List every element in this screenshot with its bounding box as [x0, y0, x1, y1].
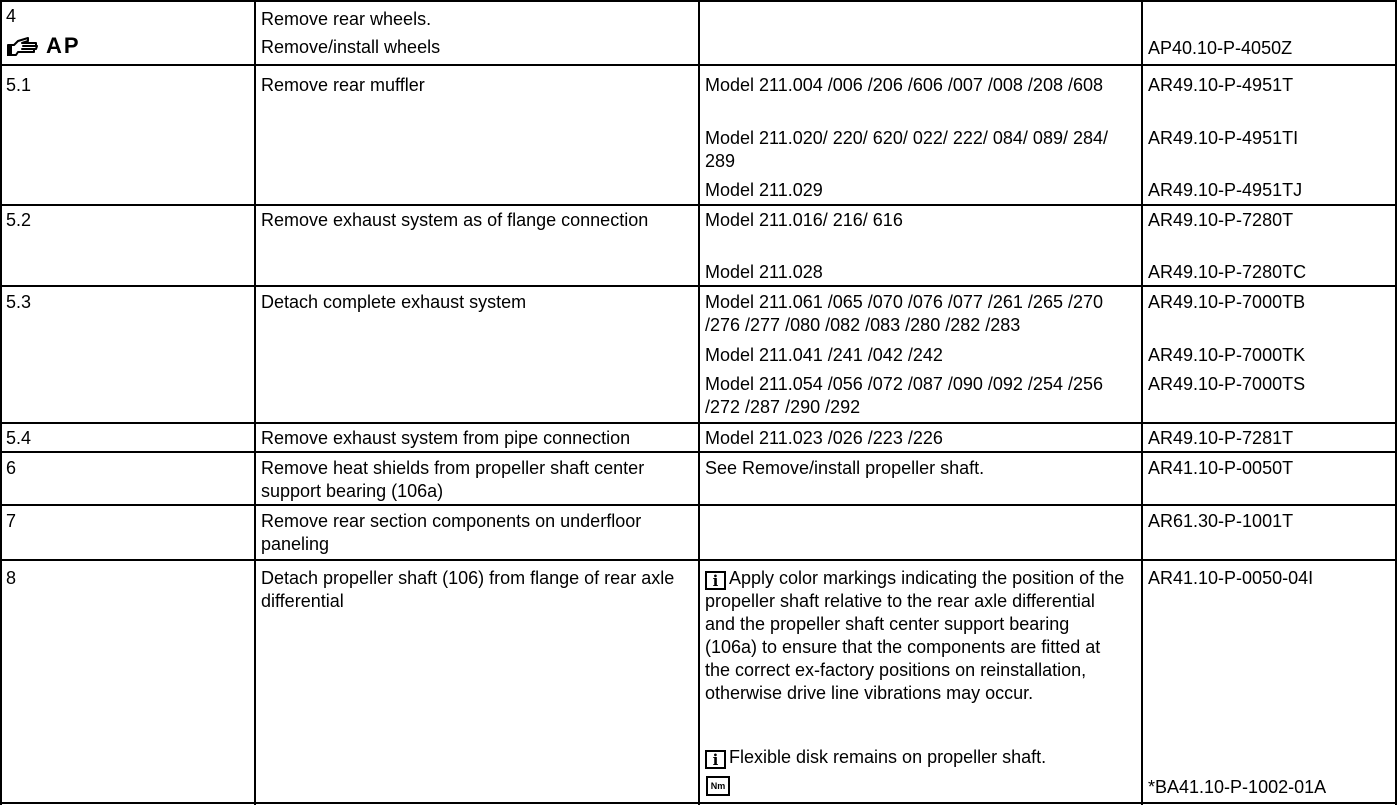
step-number: 6 — [6, 458, 17, 478]
doc-reference-link[interactable]: AR49.10-P-7280TC — [1148, 262, 1307, 282]
model-applicability: Model 211.020/ 220/ 620/ 022/ 222/ 084/ 089/ 284/ 289 — [705, 128, 1108, 171]
info-note — [705, 746, 1125, 769]
doc-reference-link[interactable]: AR49.10-P-7281T — [1148, 428, 1294, 448]
operation-text: Remove rear section components on underfloor paneling — [261, 511, 642, 554]
doc-reference-link[interactable]: AR49.10-P-4951T — [1148, 75, 1294, 95]
step-number: 4 — [6, 6, 17, 26]
table-border-right — [1395, 0, 1397, 805]
info-icon: i — [705, 750, 726, 769]
step-number: 7 — [6, 511, 17, 531]
doc-reference-link[interactable]: AR61.30-P-1001T — [1148, 511, 1294, 531]
info-note-text: Flexible disk remains on propeller shaft. — [729, 747, 1047, 767]
step-number: 8 — [6, 568, 17, 588]
doc-reference-link[interactable]: AR49.10-P-7000TK — [1148, 345, 1306, 365]
doc-reference-link[interactable]: AR41.10-P-0050T — [1148, 458, 1294, 478]
step-number: 5.1 — [6, 75, 32, 95]
hand-pointer-icon — [6, 35, 40, 57]
doc-reference-link[interactable]: AR41.10-P-0050-04I — [1148, 568, 1314, 588]
reference-label: AP — [46, 33, 81, 58]
doc-reference-link[interactable]: AR49.10-P-4951TJ — [1148, 180, 1303, 200]
step-number: 5.3 — [6, 292, 32, 312]
model-applicability: Model 211.004 /006 /206 /606 /007 /008 /208 /608 — [705, 75, 1103, 95]
operation-text: Remove rear muffler — [261, 75, 425, 95]
model-applicability: Model 211.023 /026 /223 /226 — [705, 428, 943, 448]
table-border-left — [0, 0, 2, 805]
step-number: 5.4 — [6, 428, 32, 448]
operation-text: Remove exhaust system as of flange connection — [261, 210, 649, 230]
column-divider — [254, 0, 256, 805]
operation-text: Detach complete exhaust system — [261, 292, 527, 312]
operation-text: Remove heat shields from propeller shaft center support bearing (106a) — [261, 458, 645, 501]
column-divider — [1141, 0, 1143, 805]
info-note-text: Apply color markings indicating the position of the propeller shaft relative to the rear axle differential and the propeller shaft center support bearing (106a) to ensure that the components are fitted at the correct ex-factory positions on reinstallation, otherwise drive line vibrations may occur. — [705, 568, 1125, 703]
operation-text: Remove exhaust system from pipe connection — [261, 428, 631, 448]
see-also-link[interactable]: See Remove/install propeller shaft. — [705, 458, 985, 478]
operation-text: Remove rear wheels. — [261, 9, 432, 29]
model-applicability: Model 211.054 /056 /072 /087 /090 /092 /254 /256 /272 /287 /290 /292 — [705, 374, 1103, 417]
model-applicability: Model 211.061 /065 /070 /076 /077 /261 /265 /270 /276 /277 /080 /082 /083 /280 /282 /283 — [705, 292, 1103, 335]
reference-link[interactable] — [6, 33, 81, 59]
torque-nm-icon[interactable]: Nm — [706, 776, 730, 796]
info-note — [705, 567, 1125, 705]
doc-reference-link[interactable]: AR49.10-P-4951TI — [1148, 128, 1299, 148]
doc-reference-link[interactable]: AR49.10-P-7280T — [1148, 210, 1294, 230]
model-applicability: Model 211.016/ 216/ 616 — [705, 210, 903, 230]
column-divider — [698, 0, 700, 805]
model-applicability: Model 211.041 /241 /042 /242 — [705, 345, 943, 365]
sub-operation-text: Remove/install wheels — [261, 37, 441, 57]
model-applicability: Model 211.028 — [705, 262, 823, 282]
operation-text: Detach propeller shaft (106) from flange of rear axle differential — [261, 568, 675, 611]
doc-reference-link[interactable]: AR49.10-P-7000TB — [1148, 292, 1306, 312]
info-icon: i — [705, 571, 726, 590]
doc-reference-link[interactable]: AR49.10-P-7000TS — [1148, 374, 1306, 394]
model-applicability: Model 211.029 — [705, 180, 823, 200]
step-number: 5.2 — [6, 210, 32, 230]
doc-reference-link[interactable]: AP40.10-P-4050Z — [1148, 38, 1293, 58]
doc-reference-link[interactable]: *BA41.10-P-1002-01A — [1148, 777, 1327, 797]
